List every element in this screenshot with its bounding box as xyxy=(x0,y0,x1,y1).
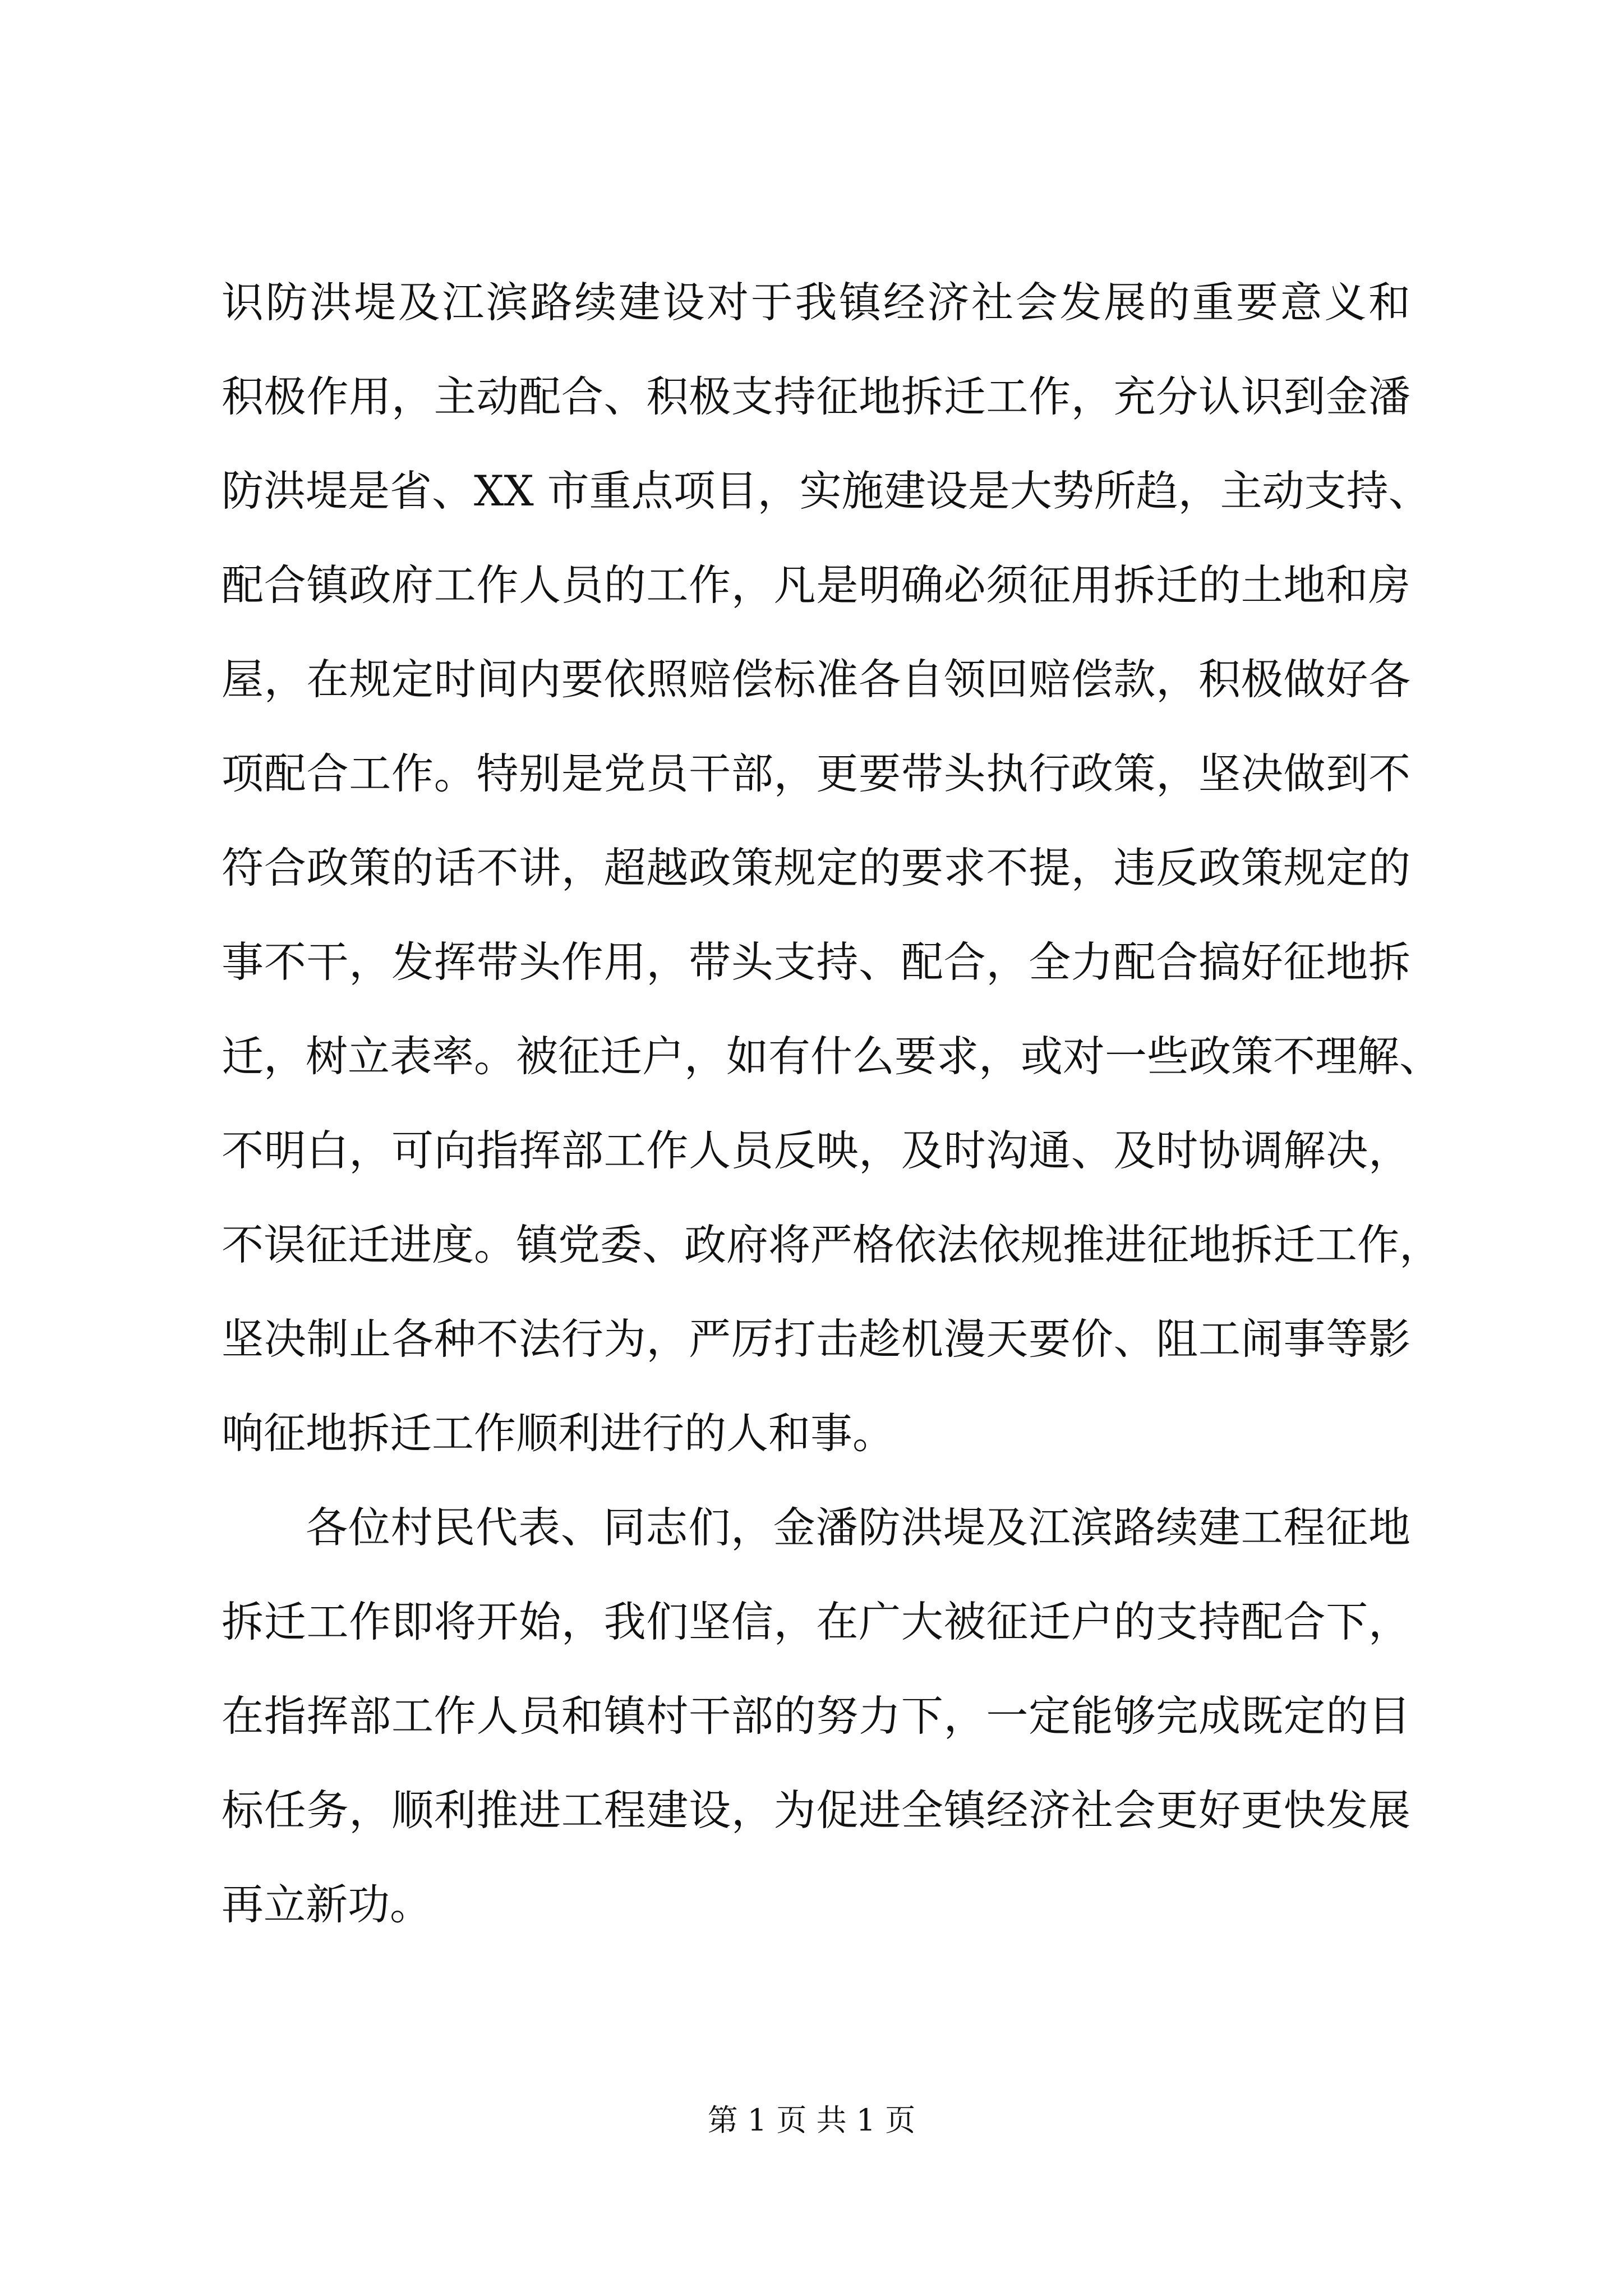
text-line: 在指挥部工作人员和镇村干部的努力下，一定能够完成既定的目 xyxy=(222,1691,1410,1741)
text-line: 屋，在规定时间内要依照赔偿标准各自领回赔偿款，积极做好各 xyxy=(222,655,1410,704)
document-body xyxy=(222,255,1442,1952)
text-line: 不明白，可向指挥部工作人员反映，及时沟通、及时协调解决， xyxy=(222,1126,1410,1175)
text-line: 不误征迁进度。镇党委、政府将严格依法依规推进征地拆迁工作， xyxy=(222,1220,1442,1269)
text-line: 迁，树立表率。被征迁户，如有什么要求，或对一些政策不理解、 xyxy=(222,1032,1442,1081)
page-number-footer: 第 1 页 共 1 页 xyxy=(707,2102,916,2138)
text-line: 标任务，顺利推进工程建设，为促进全镇经济社会更好更快发展 xyxy=(222,1786,1410,1835)
text-line: 符合政策的话不讲，超越政策规定的要求不提，违反政策规定的 xyxy=(222,843,1410,892)
paragraph xyxy=(222,255,1442,1480)
text-line: 响征地拆迁工作顺利进行的人和事。 xyxy=(222,1409,895,1458)
text-line: 项配合工作。特别是党员干部，更要带头执行政策，坚决做到不 xyxy=(222,749,1410,798)
text-line: 积极作用，主动配合、积极支持征地拆迁工作，充分认识到金潘 xyxy=(222,372,1410,421)
text-line: 识防洪堤及江滨路续建设对于我镇经济社会发展的重要意义和 xyxy=(222,278,1410,327)
text-line: 拆迁工作即将开始，我们坚信，在广大被征迁户的支持配合下， xyxy=(222,1597,1410,1646)
text-line: 再立新功。 xyxy=(222,1880,432,1929)
text-line: 防洪堤是省、XX 市重点项目，实施建设是大势所趋，主动支持、 xyxy=(222,466,1431,516)
text-line: 事不干，发挥带头作用，带头支持、配合，全力配合搞好征地拆 xyxy=(222,937,1410,987)
text-line: 配合镇政府工作人员的工作，凡是明确必须征用拆迁的土地和房 xyxy=(222,560,1410,610)
text-line: 坚决制止各种不法行为，严厉打击趁机漫天要价、阻工闹事等影 xyxy=(222,1314,1410,1364)
text-line: 各位村民代表、同志们，金潘防洪堤及江滨路续建工程征地 xyxy=(306,1503,1410,1552)
paragraph xyxy=(222,1480,1410,1952)
